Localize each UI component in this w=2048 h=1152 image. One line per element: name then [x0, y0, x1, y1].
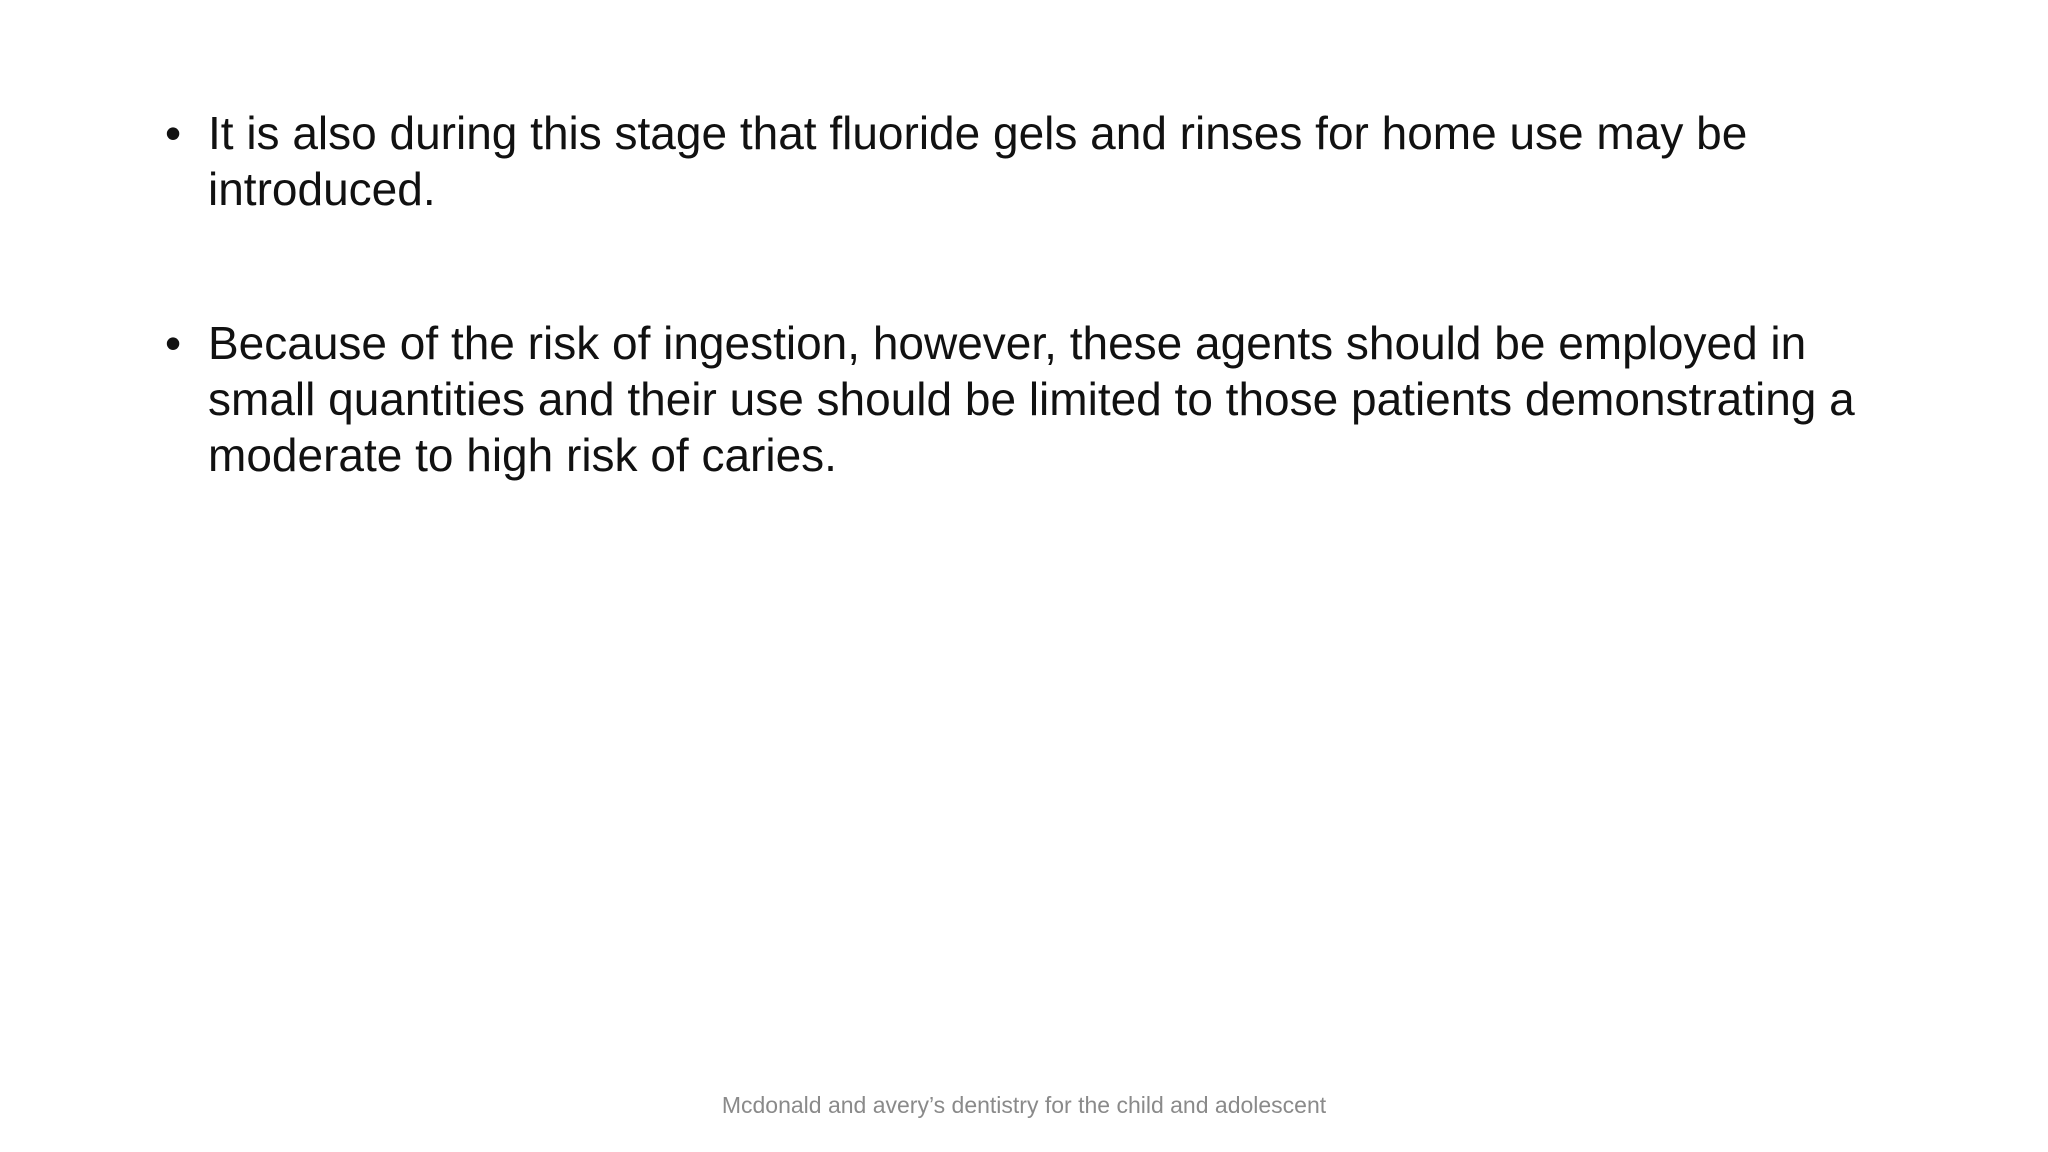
bullet-text: It is also during this stage that fluoride gels and rinses for home use may be introduced. — [208, 107, 1748, 215]
bullet-text: Because of the risk of ingestion, however, these agents should be employed in small quantities and their use should be limited to those patients demonstrating a moderate to high risk of caries. — [208, 317, 1855, 481]
slide-footer: Mcdonald and avery’s dentistry for the child and adolescent — [721, 1092, 1327, 1118]
bullet-list — [165, 105, 1925, 483]
slide-content — [165, 105, 1925, 483]
bullet-item-2 — [165, 315, 1925, 483]
bullet-item-1 — [165, 105, 1925, 217]
bullet-marker: • — [165, 317, 182, 369]
bullet-marker: • — [165, 107, 182, 159]
